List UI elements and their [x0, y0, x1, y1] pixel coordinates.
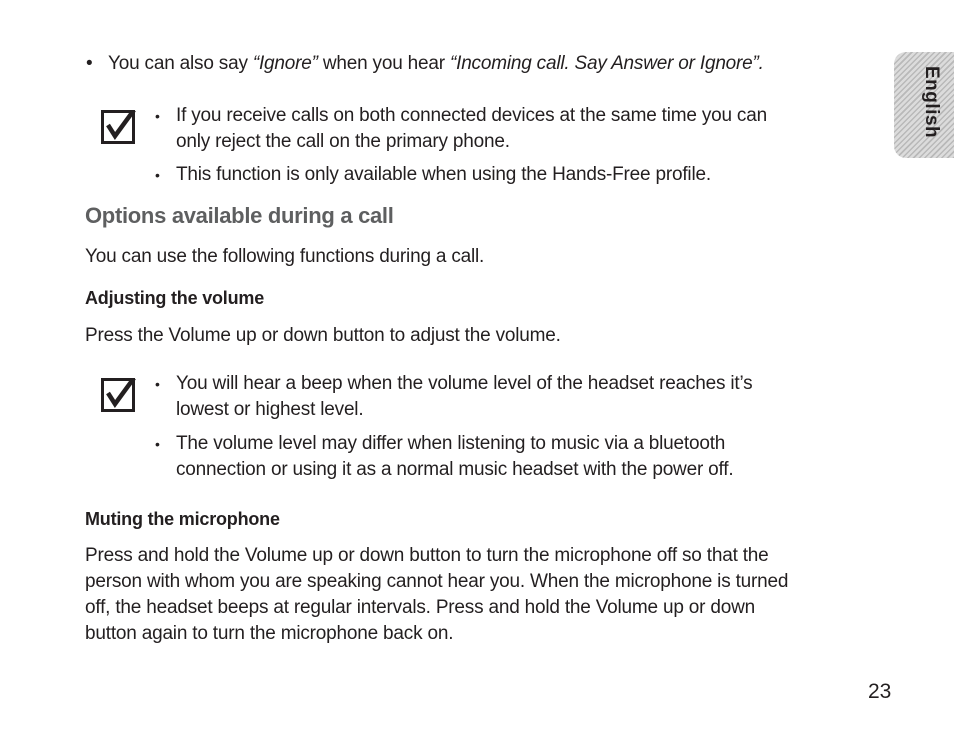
- page-number: 23: [868, 680, 892, 703]
- volume-text: Press the Volume up or down button to adjust the volume.: [85, 325, 561, 346]
- note1-item-1: • If you receive calls on both connected devices at the same time you can only reject the call on the primary phone.: [155, 103, 855, 155]
- mute-paragraph: Press and hold the Volume up or down button to turn the microphone off so that the person with whom you are speaking cannot hear you. When the microphone is turned off, the headset beeps at regular intervals. Press and hold the Volume up or down button again to turn the microphone back on.: [85, 545, 789, 644]
- bullet-dot: •: [86, 53, 93, 74]
- section-title: Options available during a call: [85, 203, 394, 228]
- bullet-dot: •: [155, 376, 160, 392]
- note-check-icon: [101, 378, 137, 412]
- note-check-icon: [101, 110, 137, 144]
- language-tab-label: English: [921, 66, 942, 139]
- volume-title: Adjusting the volume: [85, 288, 265, 308]
- note1-item-2: • This function is only available when using the Hands-Free profile.: [155, 162, 855, 188]
- bullet-dot: •: [155, 436, 160, 452]
- note2-item-2: • The volume level may differ when listening to music via a bluetooth connection or using it as a normal music headset with the power off.: [155, 431, 855, 483]
- bullet-dot: •: [155, 108, 160, 124]
- intro-bullet-text: You can also say “Ignore” when you hear “Incoming call. Say Answer or Ignore”.: [108, 53, 764, 74]
- intro-bullet: [86, 51, 876, 77]
- bullet-dot: •: [155, 167, 160, 183]
- mute-title: Muting the microphone: [85, 509, 280, 529]
- note2-item-1: • You will hear a beep when the volume level of the headset reaches it’s lowest or highest level.: [155, 371, 855, 423]
- section-intro: You can use the following functions during a call.: [85, 246, 485, 267]
